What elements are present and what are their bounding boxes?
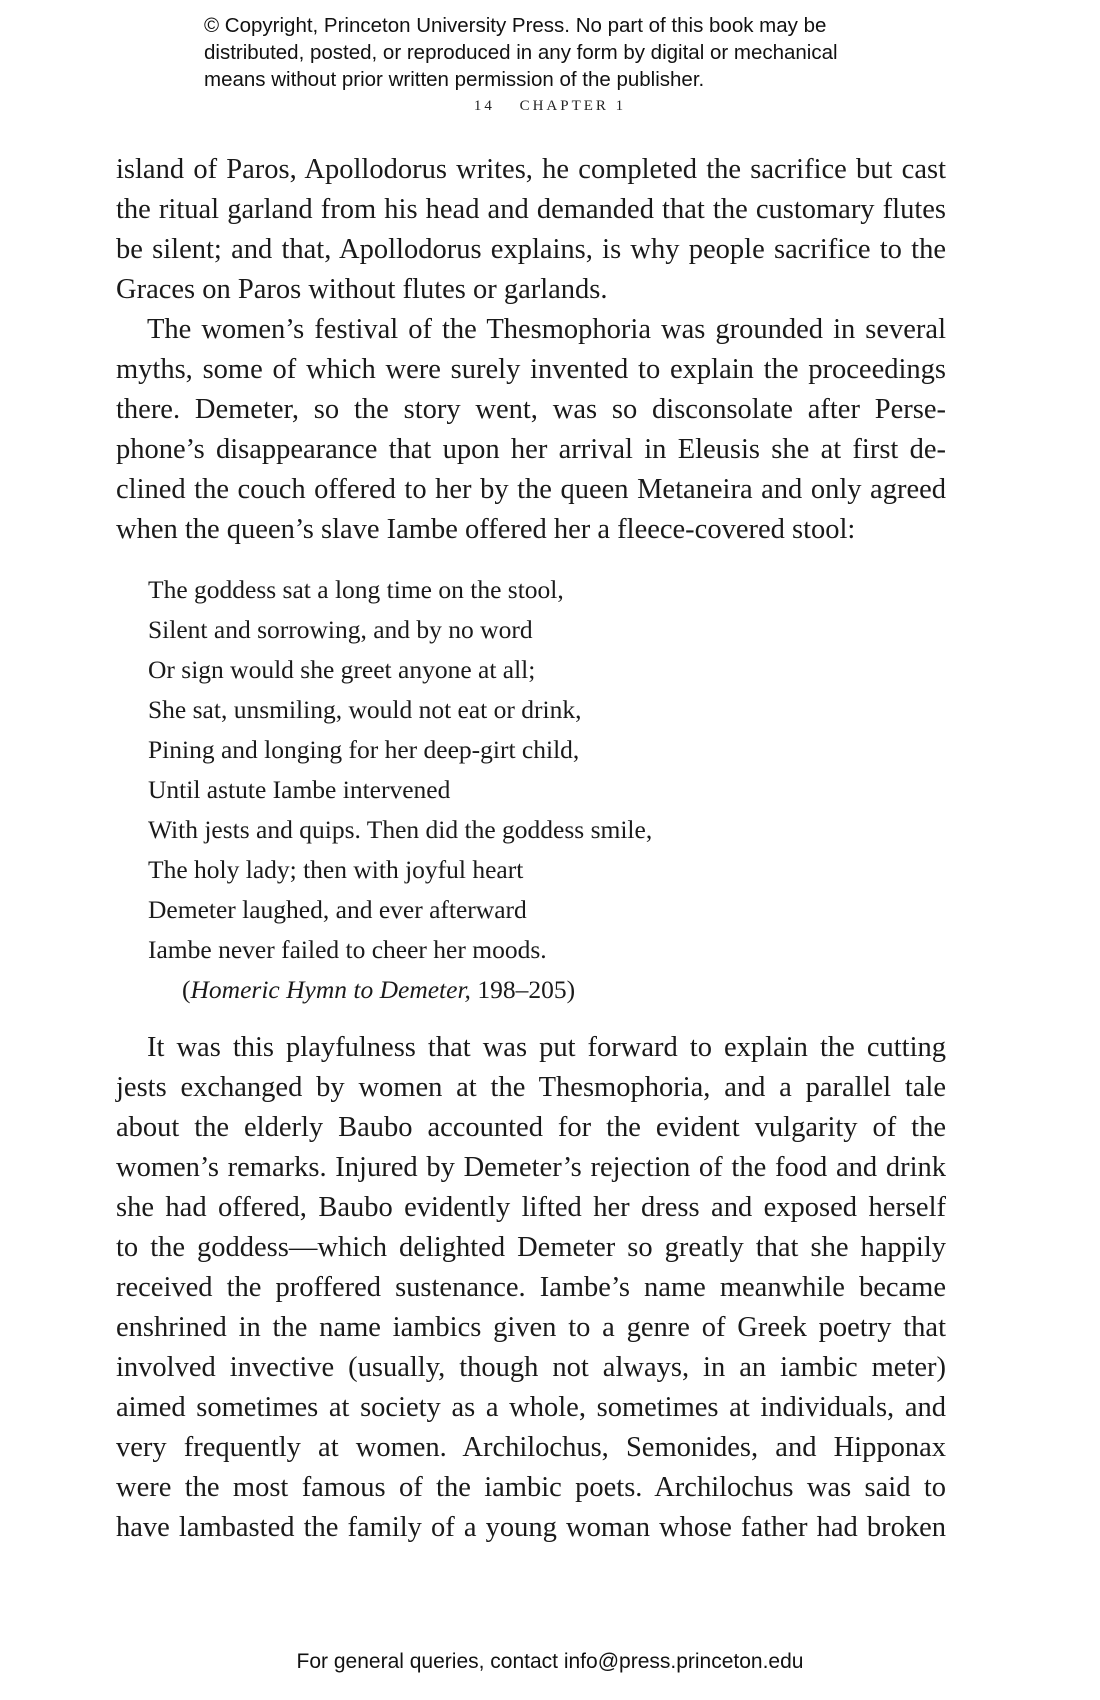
text-line: when the queen’s slave Iambe offered her a fleece-covered stool: [116, 514, 856, 545]
text-line: received the proffered sustenance. Iambe’s name meanwhile became [116, 1272, 946, 1303]
citation-range: 198–205) [470, 975, 576, 1004]
text-line: she had offered, Baubo evidently lifted her dress and exposed herself [116, 1192, 946, 1223]
text-line: there. Demeter, so the story went, was so disconsolate after Perse- [116, 394, 946, 425]
verse-line: Until astute Iambe intervened [148, 775, 451, 804]
copyright-notice [204, 12, 924, 93]
text-line: very frequently at women. Archilochus, Semonides, and Hipponax [116, 1432, 946, 1463]
verse-quotation [148, 570, 652, 1010]
text-line: myths, some of which were surely invented to explain the proceedings [116, 354, 946, 385]
text-line: enshrined in the name iambics given to a genre of Greek poetry that [116, 1312, 946, 1343]
verse-line: Or sign would she greet anyone at all; [148, 655, 536, 684]
page-number: 14 [473, 98, 495, 114]
text-line: jests exchanged by women at the Thesmophoria, and a parallel tale [116, 1072, 946, 1103]
text-line: to the goddess—which delighted Demeter so greatly that she happily [116, 1232, 946, 1263]
copyright-line: distributed, posted, or reproduced in any form by digital or mechanical [204, 41, 838, 64]
text-line: women’s remarks. Injured by Demeter’s rejection of the food and drink [116, 1152, 946, 1183]
verse-line: Iambe never failed to cheer her moods. [148, 935, 547, 964]
verse-citation [148, 970, 652, 1010]
paragraph-3 [116, 1028, 946, 1548]
verse-line: The holy lady; then with joyful heart [148, 855, 524, 884]
text-line: have lambasted the family of a young woman whose father had broken [116, 1512, 946, 1543]
copyright-line: means without prior written permission of the publisher. [204, 68, 705, 91]
citation-open: ( [182, 975, 191, 1004]
paragraph-2 [116, 310, 946, 550]
verse-line: Pining and longing for her deep-girt child, [148, 735, 580, 764]
text-line: the ritual garland from his head and demanded that the customary flutes [116, 194, 946, 225]
verse-line: Silent and sorrowing, and by no word [148, 615, 533, 644]
text-line: be silent; and that, Apollodorus explains, is why people sacrifice to the [116, 234, 946, 265]
chapter-label: CHAPTER 1 [519, 98, 627, 114]
running-head [0, 98, 1100, 115]
footer-contact: For general queries, contact info@press.princeton.edu [296, 1650, 804, 1673]
text-line: The women’s festival of the Thesmophoria was grounded in several [147, 314, 946, 345]
citation-title: Homeric Hymn to Demeter, [190, 975, 471, 1004]
paragraph-1 [116, 150, 946, 310]
copyright-line: © Copyright, Princeton University Press. No part of this book may be [204, 14, 827, 37]
verse-line: She sat, unsmiling, would not eat or drink, [148, 695, 582, 724]
text-line: were the most famous of the iambic poets. Archilochus was said to [116, 1472, 946, 1503]
verse-line: The goddess sat a long time on the stool, [148, 575, 564, 604]
text-line: phone’s disappearance that upon her arrival in Eleusis she at first de- [116, 434, 946, 465]
text-line: involved invective (usually, though not always, in an iambic meter) [116, 1352, 946, 1383]
verse-line: With jests and quips. Then did the goddess smile, [148, 815, 653, 844]
text-line: about the elderly Baubo accounted for the evident vulgarity of the [116, 1112, 946, 1143]
text-line: Graces on Paros without flutes or garlands. [116, 274, 608, 305]
text-line: island of Paros, Apollodorus writes, he completed the sacrifice but cast [116, 154, 946, 185]
text-line: clined the couch offered to her by the queen Metaneira and only agreed [116, 474, 946, 505]
text-line: aimed sometimes at society as a whole, sometimes at individuals, and [116, 1392, 946, 1423]
verse-line: Demeter laughed, and ever afterward [148, 895, 527, 924]
text-line: It was this playfulness that was put forward to explain the cutting [147, 1032, 946, 1063]
